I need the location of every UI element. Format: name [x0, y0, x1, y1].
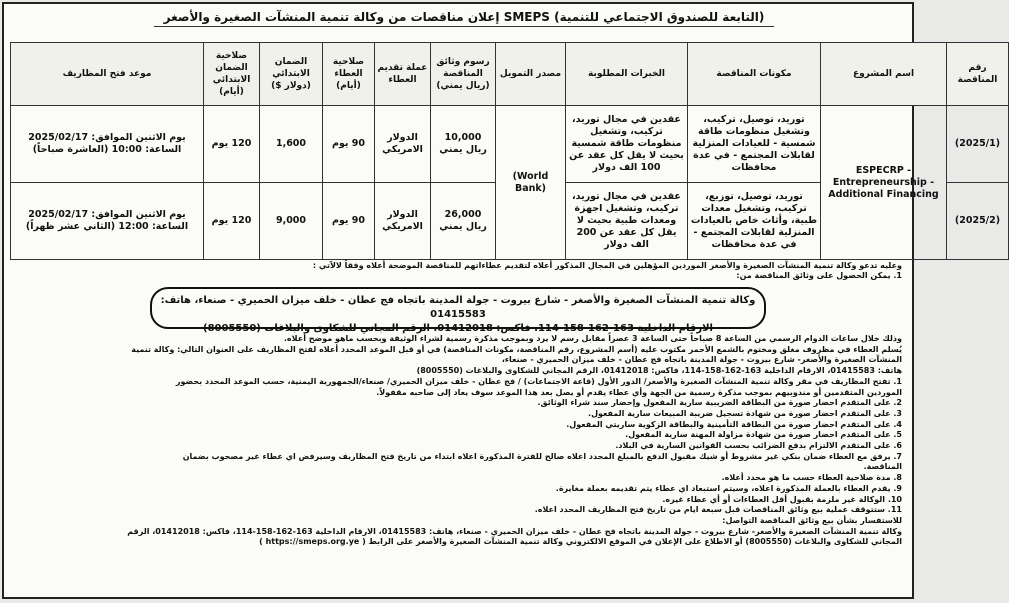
header-validity: صلاحية العطاء (أيام): [323, 43, 375, 106]
address-box: [150, 287, 766, 334]
condition-line: 4. على المتقدم احضار صورة من البطاقة التأمينية والبطاقة الزكوية ساريتي المفعول.: [566, 419, 902, 429]
guarantee-validity: 120 يوم: [204, 183, 260, 260]
condition-line: 11. ستتوقف عملية بيع وثائق المناقصات قبل سبعة ايام من تاريخ فتح المظاريف المحدد اعلاه.: [534, 505, 902, 515]
document-fee: 26,000 ريال يمني: [431, 183, 496, 260]
bid-currency: الدولار الامريكي: [375, 183, 431, 260]
condition-line: 2. على المتقدم احضار صورة من البطاقة الضريبية سارية المفعول وإحضار سند شراء الوثائق.: [537, 398, 902, 408]
header-project-name: اسم المشروع: [821, 43, 947, 106]
opening-date: يوم الاثنين الموافق: 2025/02/17 الساعة: 10:00 (العاشرة صباحاً): [11, 106, 204, 183]
condition-line: 6. على المتقدم الالتزام بدفع الضرائب بحسب القوانين السارية في البلاد.: [615, 441, 902, 451]
intro-section: [14, 261, 902, 281]
inquiry-line: المجاني للشكاوى والبلاغات (8005550) أو الاطلاع على الإعلان في الموقع الالكتروني وكالة تنمية المنشآت الصغيرة والأصغر على الرابط ( https://smeps.org.ye ): [259, 537, 902, 547]
condition-line: 8. مدة صلاحية العطاء حسب ما هو محدد أعلاه.: [721, 473, 902, 483]
header-guarantee-validity: صلاحية الضمان الابتدائي (أيام): [204, 43, 260, 106]
tender-components: توريد، توصيل، توزيع، تركيب، وتشغيل معدات طبية، وأثاث خاص بالعيادات المنزلية لقابلات المجتمع - في عدة محافظات: [688, 183, 821, 260]
page-title: إعلان مناقصات من وكالة تنمية المنشآت الصغيرة والأصغر SMEPS (التابعة للصندوق الاجتماعي للتنمية): [154, 10, 774, 27]
condition-line: المنشآت الصغيرة والأصغر- شارع بيروت - جولة المدينة باتجاه فج عطان - خلف ميزان الحميري - صنعاء،: [501, 355, 902, 365]
condition-line: 1. تفتح المظاريف في مقر وكالة تنمية المنشآت الصغيرة والأصغر/ الدور الأول (قاعة الاجتماعات) / فج عطان - خلف ميزان الحميري/ صنعاء/الجمهورية اليمنية، حسب الموعد المحدد بحضور: [175, 376, 902, 386]
inquiry-heading: للاستفسار بشأن بيع وثائق المناقصة التواصل:: [722, 515, 902, 525]
condition-line: هاتف: 01415583، الارقام الداخلية 163-162-158-114، فاكس: 01412018، الرقم المجاني للشكاوى والبلاغات (8005550): [416, 366, 902, 376]
tender-announcement-page: [2, 2, 1001, 599]
header-components: مكونات المناقصة: [688, 43, 821, 106]
bid-guarantee: 1,600: [260, 106, 323, 183]
header-funding: مصدر التمويل: [496, 43, 566, 106]
tender-components: توريد، توصيل، تركيب، وتشغيل منظومات طاقة شمسية - للعيادات المنزلية لقابلات المجتمع - في عدة محافظات: [688, 106, 821, 183]
address-line-1: وكالة تنمية المنشآت الصغيرة والأصغر - شارع بيروت - جولة المدينة باتجاه فج عطان - خلف ميزان الحميري - صنعاء، هاتف: 01415583: [160, 295, 756, 320]
header-currency: عملة تقديم العطاء: [375, 43, 431, 106]
condition-line: 10. الوكالة غير ملزمة بقبول أقل العطاءات أو أي عطاء غيره.: [662, 494, 902, 504]
bid-guarantee: 9,000: [260, 183, 323, 260]
condition-line: وذلك خلال ساعات الدوام الرسمي من الساعة 8 صباحاً حتى الساعة 3 عصراً مقابل رسم لا يرد وبموجب مذكرة رسمية لشراء الوثيقة وبحسب ماهو موضح أعلاه.: [283, 334, 902, 343]
condition-line: المناقصة.: [863, 462, 902, 472]
condition-line: 9. يقدم العطاء بالعملة المذكورة اعلاه، وسيتم استبعاد اي عطاء يتم تقديمه بعملة مغايرة.: [555, 483, 902, 493]
inquiry-line: وكالة تنمية المنشآت الصغيرة والأصغر- شارع بيروت - جولة المدينة باتجاه فج عطان - خلف ميزان الحميري - صنعاء، هاتف: 01415583، الارقام الداخلية 163-162-158-114، فاكس: 01412018، الرقم: [127, 526, 902, 536]
condition-line: 5. على المتقدم احضار صورة من شهادة مزاولة المهنة سارية المفعول.: [625, 430, 902, 440]
tender-number: (2025/2): [947, 183, 1009, 260]
required-experience: عقدين في مجال توريد، تركيب، وتشغيل منظومات طاقة شمسية بحيث لا يقل كل عقد عن 100 الف دولار: [566, 106, 688, 183]
address-line-2: الارقام الداخلية 163-162-158-114، فاكس: 01412018، الرقم المجاني للشكاوى والبلاغات (8005550): [203, 323, 713, 334]
tender-number: (2025/1): [947, 106, 1009, 183]
condition-line: يُسلم العطاء في مظروف مغلق ومختوم بالشمع الأحمر مكتوب عليه (أسم المشروع، رقم المناقصة، مكونات المناقصة) في أو قبل الموعد المحدد أعلاه لفتح المظاريف على العنوان التالي: وكالة تنمية: [131, 344, 902, 354]
project-name: ESPECRP - Entrepreneurship - Additional Financing: [821, 106, 947, 260]
documents-item: 1. يمكن الحصول على وثائق المناقصة من:: [736, 271, 902, 280]
tender-table: [10, 42, 1009, 260]
table-row: [11, 106, 1009, 183]
header-experience: الخبرات المطلوبة: [566, 43, 688, 106]
bid-validity: 90 يوم: [323, 106, 375, 183]
condition-line: الموردين المتقدمين أو مندوبيهم بموجب مذكرة رسمية من الجهة وأي عطاء يقدم أو يصل بعد هذا الموعد سوف يعاد إلى صاحبه مقفولاً.: [376, 387, 902, 397]
bid-validity: 90 يوم: [323, 183, 375, 260]
header-opening: موعد فتح المظاريف: [11, 43, 204, 106]
header-fee: رسوم وثائق المناقصة (ريال يمني): [431, 43, 496, 106]
table-header-row: [11, 43, 1009, 106]
required-experience: عقدين في مجال توريد، تركيب، وتشغيل اجهزة ومعدات طبية بحيث لا يقل كل عقد عن 200 الف دولار: [566, 183, 688, 260]
funding-source: (World Bank): [496, 106, 566, 260]
document-fee: 10,000 ريال يمني: [431, 106, 496, 183]
guarantee-validity: 120 يوم: [204, 106, 260, 183]
header-tender-no: رقم المناقصة: [947, 43, 1009, 106]
conditions-section: [14, 334, 902, 548]
condition-line: 7. يرفق مع العطاء ضمان بنكي غير مشروط أو شيك مقبول الدفع بالمبلغ المحدد اعلاه صالح للفترة المذكورة اعلاه ابتداء من تاريخ فتح المظاريف وسيرفض اي عطاء غير مصحوب بضمان: [182, 451, 902, 461]
intro-text: وعليه تدعو وكالة تنمية المنشآت الصغيرة والأصغر الموردين المؤهلين في المجال المذكور أعلاه لتقديم عطاءاتهم للمناقصة الموضحة أعلاه وفقاً لالآتي :: [312, 261, 902, 270]
bid-currency: الدولار الامريكي: [375, 106, 431, 183]
opening-date: يوم الاثنين الموافق: 2025/02/17 الساعة: 12:00 (الثاني عشر ظهراً): [11, 183, 204, 260]
condition-line: 3. على المتقدم احضار صورة من شهادة تسجيل ضريبة المبيعات سارية المفعول.: [588, 408, 902, 418]
header-guarantee: الضمان الابتدائي (دولار $): [260, 43, 323, 106]
